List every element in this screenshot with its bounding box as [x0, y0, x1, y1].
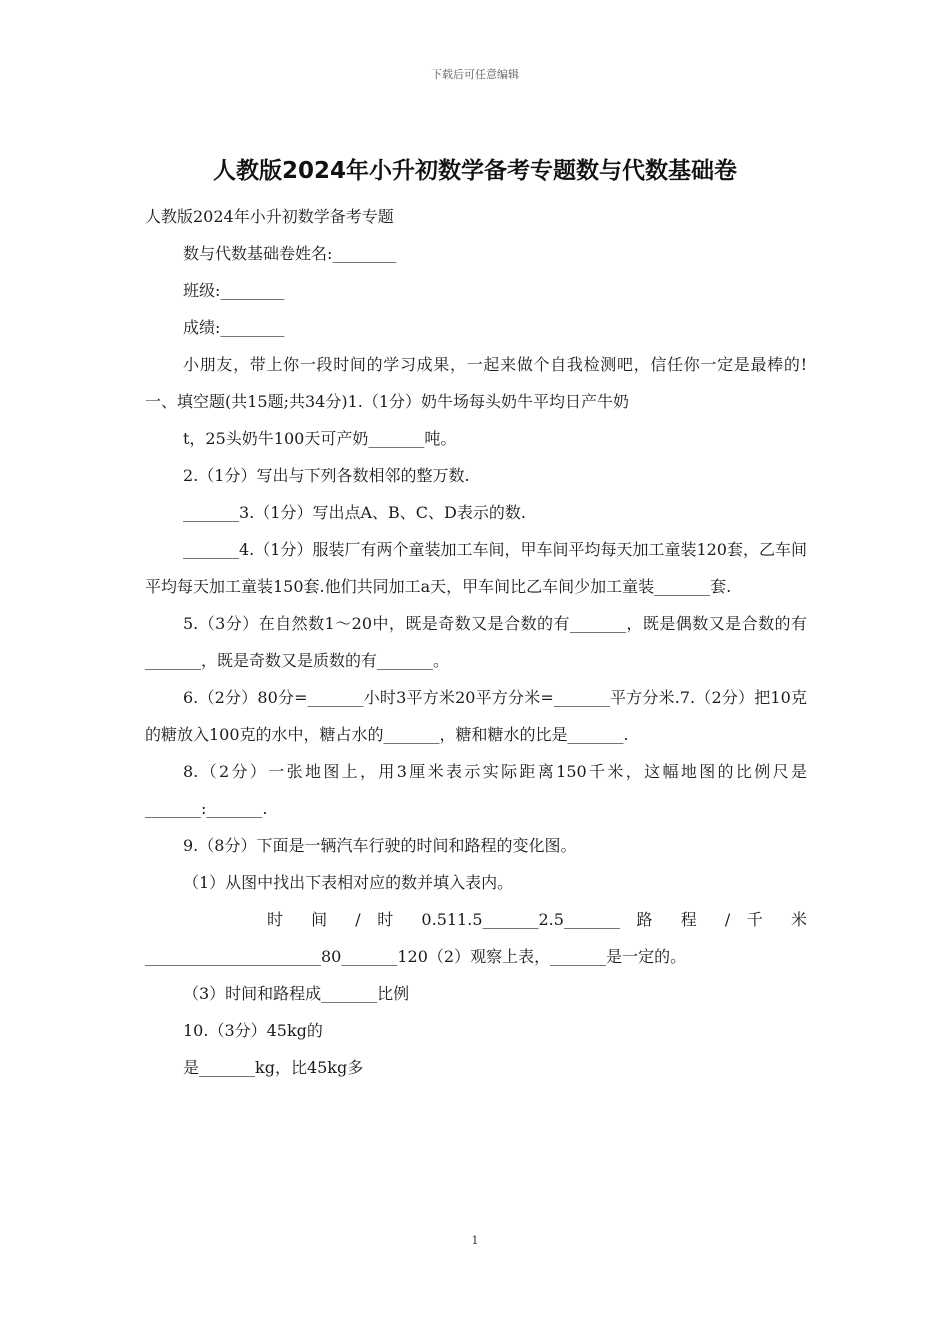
- question-8: 8.（2分）一张地图上，用3厘米表示实际距离150千米，这幅地图的比例尺是_______:_______.: [145, 762, 807, 818]
- question-9: 9.（8分）下面是一辆汽车行驶的时间和路程的变化图。: [183, 836, 577, 855]
- question-6-7: 6.（2分）80分=_______小时3平方米20平方分米=_______平方分米.7.（2分）把10克的糖放入100克的水中，糖占水的_______，糖和糖水的比是_______.: [145, 688, 807, 744]
- document-body: [145, 198, 807, 1086]
- question-9-part-3: （3）时间和路程成_______比例: [183, 984, 410, 1003]
- document-title: 人教版2024年小升初数学备考专题数与代数基础卷: [212, 158, 737, 184]
- question-5: 5.（3分）在自然数1～20中，既是奇数又是合数的有_______，既是偶数又是合数的有_______，既是奇数又是质数的有_______。: [145, 614, 807, 670]
- score-field-line: 成绩:________: [183, 318, 285, 337]
- subtitle-line: 人教版2024年小升初数学备考专题: [145, 207, 394, 226]
- class-field-line: 班级:________: [183, 281, 285, 300]
- question-10-continued: 是_______kg，比45kg多: [183, 1058, 364, 1077]
- question-2: 2.（1分）写出与下列各数相邻的整万数.: [183, 466, 470, 485]
- name-field-line: 数与代数基础卷姓名:________: [183, 244, 397, 263]
- page-number: 1: [471, 1234, 479, 1247]
- question-10: 10.（3分）45kg的: [183, 1021, 323, 1040]
- header-note: 下载后可任意编辑: [431, 68, 519, 81]
- question-9-table-line: 时 间 / 时 0.511.5_______2.5_______ 路 程 / 千 米 ______________________80_______120（2）观察上表，_______是一定的。: [145, 910, 807, 966]
- question-9-part-1: （1）从图中找出下表相对应的数并填入表内。: [183, 873, 514, 892]
- intro-paragraph: 小朋友，带上你一段时间的学习成果，一起来做个自我检测吧，信任你一定是最棒的!一、填空题(共15题;共34分)1.（1分）奶牛场每头奶牛平均日产牛奶: [145, 355, 807, 411]
- question-4: _______4.（1分）服装厂有两个童装加工车间，甲车间平均每天加工童装120套，乙车间平均每天加工童装150套.他们共同加工a天，甲车间比乙车间少加工童装_______套.: [145, 540, 807, 596]
- question-3: _______3.（1分）写出点A、B、C、D表示的数.: [183, 503, 526, 522]
- question-1-continued: t，25头奶牛100天可产奶_______吨。: [183, 429, 457, 448]
